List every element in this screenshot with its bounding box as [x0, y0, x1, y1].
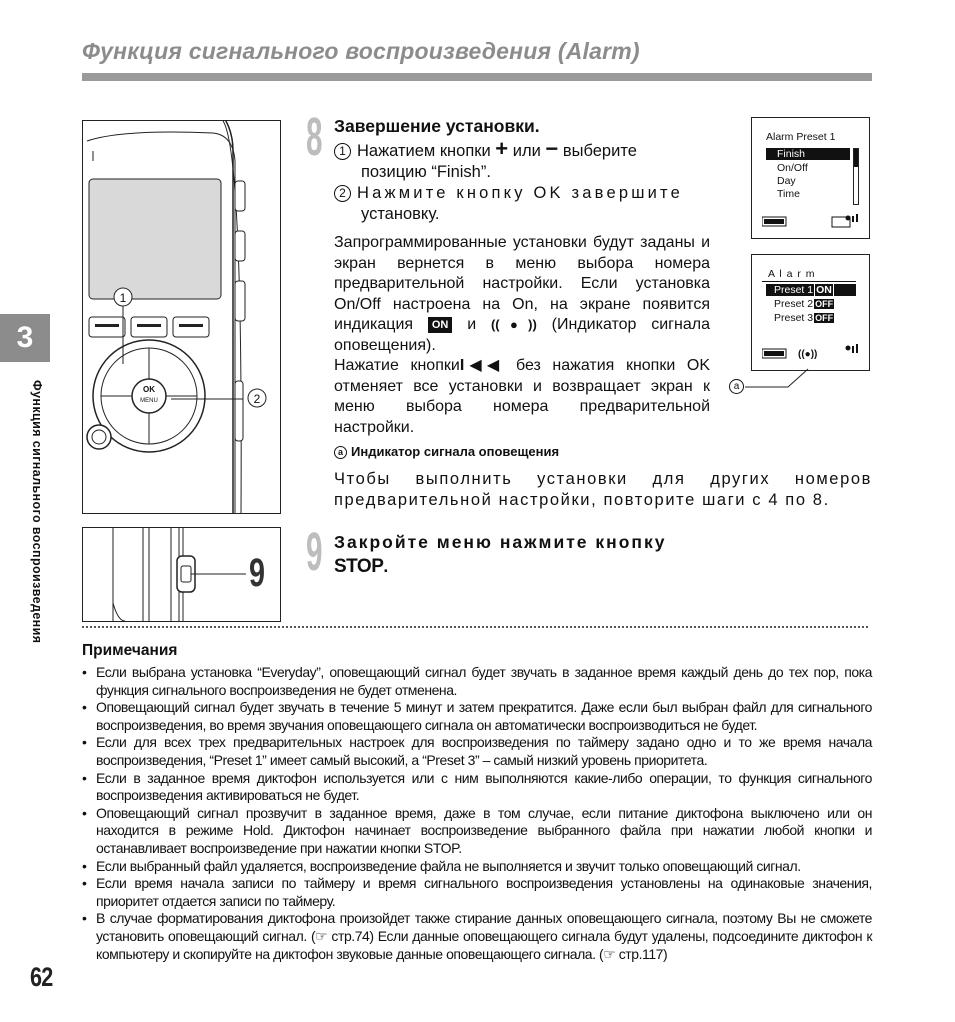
item-2-text: Нажмите кнопку OK завершите: [357, 184, 684, 202]
note-item: • Если время начала записи по таймеру и время сигнального воспроизведения установлены на одинаковые значения, приоритет отдается записи по таймеру.: [82, 875, 872, 909]
step-8-number: 8: [306, 107, 323, 167]
ok-label: OK: [143, 385, 155, 394]
lcd-screen-alarm-menu: [751, 254, 870, 371]
device-figure: [82, 120, 281, 514]
minus-icon: −: [545, 136, 559, 161]
indicator-caption-text: Индикатор сигнала оповещения: [351, 444, 560, 459]
note-item: • Если выбрана установка “Everyday”, оповещающий сигнал будет звучать в заданное время каждый день до тех пор, пока функция сигнального воспроизведения не будет отменена.: [82, 664, 872, 698]
repeat-instruction: Чтобы выполнить установки для других номеров предварительной настройки, повторите шаги с 4 по 8.: [334, 470, 872, 509]
callout-2: 2: [253, 392, 261, 406]
chapter-side-label: [30, 380, 44, 720]
lcd2-callout-letter: a: [729, 379, 744, 394]
stop-illustration: [83, 528, 280, 621]
notes-separator: [82, 626, 868, 628]
lcd2-row-1-label: Preset 1: [774, 284, 814, 296]
stop-button-figure: [82, 527, 281, 622]
header-rule: [82, 73, 872, 81]
note-item: • Оповещающий сигнал будет звучать в течение 5 минут и затем прекратится. Даже если был выбран файл для сигнального воспроизведения, во время звучания оповещающего сигнала он автоматически воспроизводиться не будет.: [82, 699, 872, 733]
page-number: 62: [30, 962, 53, 992]
step-9-number: 9: [306, 522, 323, 582]
step-8-item-2: [334, 183, 710, 224]
stop-callout-number: 9: [249, 550, 266, 596]
lcd1-status-bar: [762, 214, 862, 230]
note-item: • В случае форматирования диктофона произойдет также стирание данных оповещающего сигнала, поэтому Вы не сможете установить оповещающий сигнал. (☞ стр.74) Если данные оповещающего сигнала будут удалены, подсоедините диктофон к компьютеру и скопируйте на диктофон звуковые данные оповещающего сигнала. (☞ стр.117): [82, 910, 872, 962]
lcd2-row-2: [774, 298, 834, 310]
indicator-caption-letter: a: [334, 446, 347, 459]
lcd2-row-1: [766, 284, 856, 296]
lcd1-title: Alarm Preset 1: [766, 131, 836, 143]
alarm-indicator-icon: ((●)): [490, 317, 537, 332]
lcd2-row-3-label: Preset 3: [774, 312, 814, 324]
lcd1-scrollbar: [853, 148, 859, 205]
menu-label: MENU: [140, 398, 158, 404]
notes-list: [82, 664, 872, 963]
stop-button-label: STOP: [334, 556, 384, 577]
plus-icon: +: [495, 136, 509, 161]
paragraph-text-b: (Индикатор сигнала оповещения).: [334, 316, 710, 354]
lcd2-row-3: [774, 312, 834, 324]
lcd2-row-3-state: OFF: [815, 313, 834, 323]
step-8-item-1: [334, 136, 710, 182]
page-header-title: Функция сигнального воспроизведения (Alarm): [82, 38, 640, 64]
recorder-illustration: [83, 121, 280, 513]
paragraph-text-c2: без нажатия кнопки OK отменяет все установки и возвращает экран к меню выбора номера предварительной настройки.: [334, 357, 710, 436]
lcd-screen-alarm-preset: [751, 117, 870, 239]
lcd1-item-finish: Finish: [766, 148, 850, 160]
step-9-title: [334, 530, 666, 579]
step-9-title-end: .: [383, 556, 391, 576]
note-item: • Оповещающий сигнал прозвучит в заданное время, даже в том случае, если питание диктофона выключено или он находится в режиме Hold. Диктофон начинает воспроизведение выбранного файла при нажатии любой кнопки и останавливает воспроизведение при нажатии кнопки STOP.: [82, 804, 872, 856]
step-9-title-line-1: Закройте меню нажмите кнопку: [334, 532, 667, 552]
item-1-text-c: выберите: [562, 142, 637, 160]
lcd1-item-onoff: On/Off: [777, 162, 808, 174]
item-1-text-b: или: [512, 142, 541, 160]
lcd2-row-2-label: Preset 2: [774, 298, 814, 310]
item-2-line-2: установку.: [361, 204, 440, 223]
item-2-circle-number: 2: [334, 185, 351, 202]
note-item: • Если в заданное время диктофон используется или с ним выполняются какие-либо операции, то функция сигнального воспроизведения активироваться не будет.: [82, 769, 872, 804]
paragraph-and: и: [467, 316, 477, 333]
step-8-title: Завершение установки.: [334, 116, 540, 136]
lcd1-item-time: Time: [777, 188, 800, 200]
note-item: • Если выбранный файл удаляется, воспроизведение файла не выполняется и звучит только оповещающий сигнал.: [82, 857, 801, 874]
on-indicator-badge: ON: [428, 317, 453, 333]
rewind-icon: I◀◀: [459, 357, 505, 374]
item-1-line-2: позицию “Finish”.: [361, 162, 491, 181]
lcd2-row-1-state: ON: [816, 284, 832, 296]
indicator-caption: [334, 444, 559, 459]
item-1-text-a: Нажатием кнопки: [357, 142, 491, 160]
step-8-paragraph: [334, 233, 710, 438]
lcd2-title: A l a r m: [768, 268, 816, 280]
note-item: • Если для всех трех предварительных настроек для воспроизведения по таймеру задано одно и то же время начала воспроизведения, “Preset 1” имеет самый высокий, а “Preset 3” – самый низкий уровень приоритета.: [82, 734, 872, 768]
item-1-circle-number: 1: [334, 143, 351, 160]
notes-title: Примечания: [82, 642, 178, 659]
callout-1: 1: [119, 291, 127, 305]
lcd1-item-day: Day: [777, 175, 796, 187]
chapter-side-label-text: Функция сигнального воспроизведения: [30, 380, 44, 644]
lcd2-alarm-icon: ((●)): [798, 349, 818, 360]
lcd2-title-rule: [762, 281, 856, 282]
chapter-tab: 3: [0, 314, 50, 362]
paragraph-text-a: Запрограммированные установки будут заданы и экран вернется в меню выбора номера предварительной настройки. Если установка On/Off настроена на On, на экране появится индикация: [334, 234, 710, 333]
paragraph-text-c1: Нажатие кнопки: [334, 357, 460, 374]
lcd2-row-2-state: OFF: [815, 299, 834, 309]
